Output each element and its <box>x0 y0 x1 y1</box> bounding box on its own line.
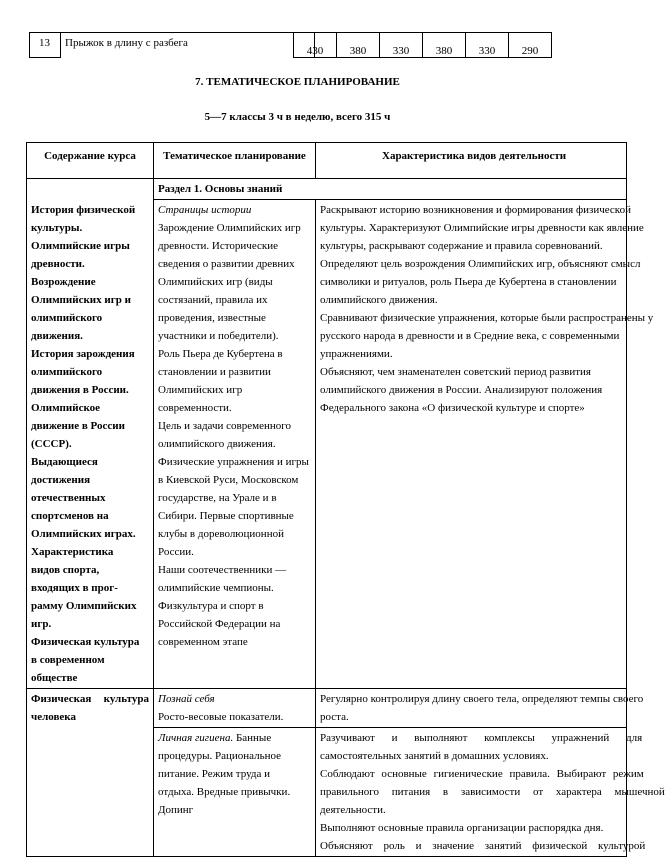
content-line: рамму Олимпийских <box>31 599 137 612</box>
activity-cell <box>316 200 654 689</box>
activity-line: Регулярно контролируя длину своего тела, определяют темпы своего <box>320 692 644 705</box>
activity-line: олимпийского движения. <box>320 294 438 306</box>
content-line: Олимпийские игры <box>31 239 130 252</box>
plan-line <box>158 819 311 837</box>
plan-line: Допинг <box>158 803 194 816</box>
plan-title: Познай себя <box>158 692 215 705</box>
content-line: видов спорта, <box>31 563 100 576</box>
activity-line: Федерального закона «О физической культуре и спорте» <box>320 402 585 414</box>
activity-line: упражнениями. <box>320 348 393 360</box>
result-value: 330 <box>379 32 423 58</box>
plan-title: Личная гигиена. <box>158 731 234 744</box>
result-value: 290 <box>508 32 552 58</box>
planning-cell <box>154 727 316 856</box>
content-text: Физическая культура человека <box>31 692 149 723</box>
plan-line: Олимпийских игр (виды <box>158 276 273 288</box>
activity-cell <box>316 688 644 727</box>
plan-line: Зарождение Олимпийских игр <box>158 222 301 234</box>
content-line: Олимпийских играх. <box>31 527 136 540</box>
content-line: История зарождения <box>31 347 135 360</box>
plan-line: олимпийские чемпионы. <box>158 582 274 594</box>
table-header-row <box>27 143 627 179</box>
activity-line: русского народа в древности и в Средние века, с современными <box>320 330 620 342</box>
section-row <box>27 179 627 200</box>
plan-line: Цель и задачи современного <box>158 420 291 432</box>
plan-line: современном этапе <box>158 636 248 648</box>
section-label: Раздел 1. Основы знаний <box>154 179 627 200</box>
content-line: Олимпийских игр и <box>31 293 131 306</box>
plan-line: в Киевской Руси, Московском <box>158 474 299 486</box>
activity-line: Определяют цель возрождения Олимпийских игр, объясняют смысл <box>320 258 641 270</box>
plan-line: Физические упражнения и игры <box>158 456 309 468</box>
plan-line: процедуры. Рациональное <box>158 749 282 762</box>
result-value: 430 <box>293 32 337 58</box>
activity-line: самостоятельных занятий в домашних условиях. <box>320 749 549 762</box>
activity-line: Раскрывают историю возникновения и формирования физической <box>320 204 631 216</box>
plan-line: Росто-весовые показатели. <box>158 710 284 723</box>
header-planning: Тематическое планирование <box>154 143 316 179</box>
content-line: олимпийского <box>31 365 103 378</box>
content-line: Олимпийское <box>31 401 101 414</box>
activity-line: Объясняют, чем знаменателен советский период развития <box>320 366 591 378</box>
activity-cell <box>316 727 665 856</box>
content-line: обществе <box>31 671 78 684</box>
content-cell <box>27 688 154 727</box>
content-line: Характеристика <box>31 545 114 558</box>
content-line: игр. <box>31 617 52 630</box>
activity-line: культуры. Характеризуют Олимпийские игры древности как явление <box>320 222 644 234</box>
content-line: культуры. <box>31 221 83 234</box>
plan-line <box>158 729 311 747</box>
result-value: 380 <box>336 32 380 58</box>
plan-line: сведения о развитии древних <box>158 258 295 270</box>
content-line: Выдающиеся <box>31 455 98 468</box>
row-number: 13 <box>29 32 61 58</box>
plan-line: современности. <box>158 402 232 414</box>
plan-line: отдыха. Вредные привычки. <box>158 785 291 798</box>
content-line: Возрождение <box>31 275 96 288</box>
content-line: движения. <box>31 329 83 342</box>
plan-text: Банные <box>233 731 272 744</box>
planning-cell <box>154 200 316 689</box>
plan-line: питание. Режим труда и <box>158 767 271 780</box>
content-line: входящих в прог- <box>31 581 118 594</box>
result-value: 330 <box>465 32 509 58</box>
activity-line: Разучивают и выполняют комплексы упражнений для <box>320 731 643 744</box>
plan-line: России. <box>158 546 194 558</box>
content-line: История физической <box>31 203 136 216</box>
plan-line: древности. Исторические <box>158 240 278 252</box>
plan-line: Физкультура и спорт в <box>158 600 264 612</box>
exercise-name: Прыжок в длину с разбега <box>60 32 315 58</box>
plan-line: клубы в дореволюционной <box>158 528 284 540</box>
plan-line: Роль Пьера де Кубертена в <box>158 348 283 360</box>
plan-line: Сибири. Первые спортивные <box>158 510 294 522</box>
planning-cell <box>154 688 316 727</box>
table-row <box>27 727 627 856</box>
content-line: олимпийского <box>31 311 103 324</box>
content-line: древности. <box>31 257 85 270</box>
activity-line: Объясняют роль и значение занятий физической культурой <box>320 839 646 852</box>
content-line: движения в России. <box>31 383 129 396</box>
activity-line: Соблюдают основные гигиенические правила. Выбирают режим <box>320 767 644 780</box>
header-content: Содержание курса <box>27 143 154 179</box>
activity-line: роста. <box>320 710 349 723</box>
results-row <box>29 32 545 58</box>
plan-title: Страницы истории <box>158 204 252 216</box>
content-cell <box>27 727 154 856</box>
plan-line: проведения, известные <box>158 312 266 324</box>
section-subtitle: 5—7 классы 3 ч в неделю, всего 315 ч <box>204 111 391 123</box>
plan-line: Российской Федерации на <box>158 618 281 630</box>
content-line: достижения <box>31 473 91 486</box>
plan-line: состязаний, правила их <box>158 294 268 306</box>
section-title: 7. ТЕМАТИЧЕСКОЕ ПЛАНИРОВАНИЕ <box>195 76 400 88</box>
header-activity: Характеристика видов деятельности <box>316 143 627 179</box>
activity-line: культуры, раскрывают содержание и правила соревнований. <box>320 240 603 252</box>
activity-line: символики и ритуалов, роль Пьера де Кубертена в становлении <box>320 276 617 288</box>
activity-line: Выполняют основные правила организации распорядка дня. <box>320 821 604 834</box>
plan-line: Олимпийских игр <box>158 384 243 396</box>
activity-line: деятельности. <box>320 803 386 816</box>
plan-line: становлении и развитии <box>158 366 271 378</box>
activity-line: Сравнивают физические упражнения, которые были распространены у <box>320 312 654 324</box>
activity-line: правильного питания в зависимости от характера мышечной <box>320 785 665 798</box>
result-value: 380 <box>422 32 466 58</box>
content-line: спортсменов на <box>31 509 109 522</box>
content-line: движение в России <box>31 419 125 432</box>
plan-line: олимпийского движения. <box>158 438 276 450</box>
planning-table <box>26 142 665 857</box>
content-line: (СССР). <box>31 437 72 450</box>
content-cell <box>27 200 154 689</box>
content-line: отечественных <box>31 491 106 504</box>
table-row <box>27 688 627 727</box>
activity-line: олимпийского движения в России. Анализируют положения <box>320 384 603 396</box>
content-line: в современном <box>31 653 105 666</box>
plan-line: государстве, на Урале и в <box>158 492 277 504</box>
plan-line: Наши соотечественники — <box>158 564 287 576</box>
plan-line: участники и победители). <box>158 330 279 342</box>
table-row <box>27 200 627 689</box>
content-line: Физическая культура <box>31 635 140 648</box>
